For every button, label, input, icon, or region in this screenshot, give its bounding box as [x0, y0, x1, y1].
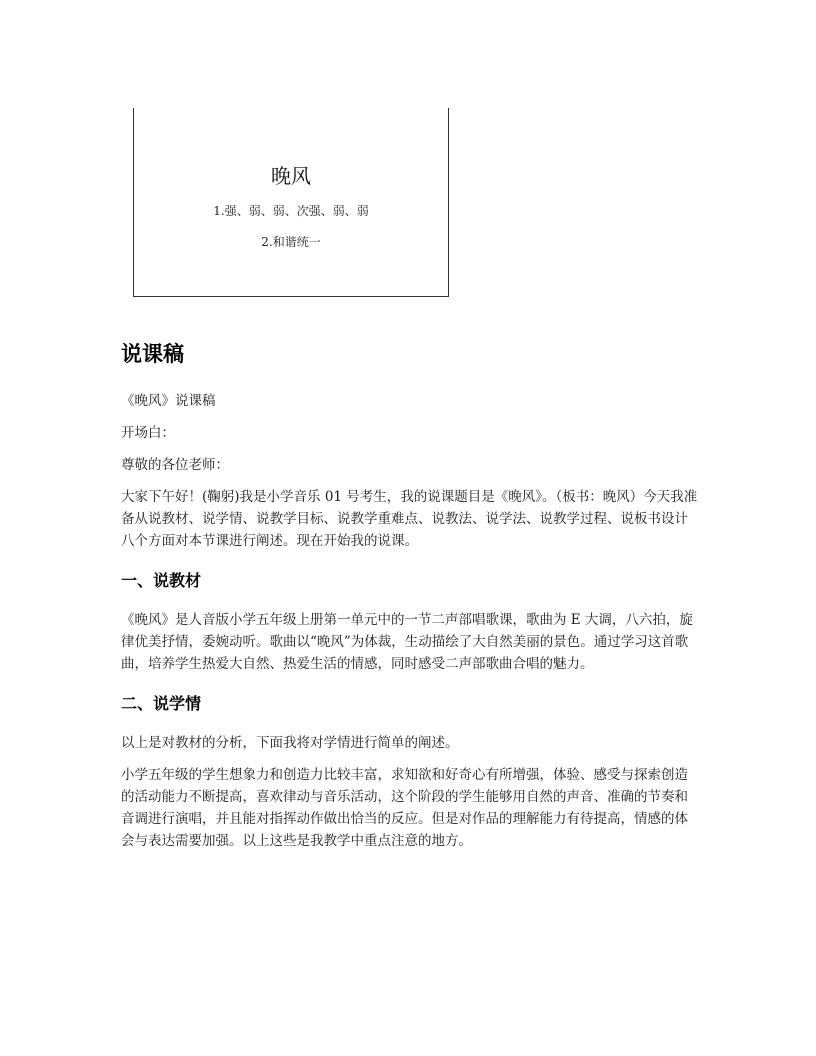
section-2-title: 二、说学情 — [121, 694, 202, 713]
board-line-2: 2.和谐统一 — [261, 235, 321, 249]
document-subtitle: 《晚风》说课稿 — [121, 393, 216, 409]
section-1-body: 《晚风》是人音版小学五年级上册第一单元中的一节二声部唱歌课，歌曲为 E 大调，八六拍，旋律优美抒情，委婉动听。歌曲以“晚风”为体裁，生动描绘了大自然美丽的景色。通过学习这首歌曲，培养学生热爱大自然、热爱生活的情感，同时感受二声部歌曲合唱的魅力。 — [121, 612, 693, 672]
intro-paragraph: 大家下午好！(鞠躬)我是小学音乐 01 号考生，我的说课题目是《晚风》。（板书：晚风）今天我准备从说教材、说学情、说教学目标、说教学重难点、说教法、说学法、说教学过程、说板书设计八个方面对本节课进行阐述。现在开始我的说课。 — [121, 489, 698, 549]
section-1-title: 一、说教材 — [121, 571, 202, 590]
board-line-1: 1.强、弱、弱、次强、弱、弱 — [213, 204, 369, 218]
document-heading: 说课稿 — [121, 342, 184, 366]
greeting: 尊敬的各位老师： — [121, 457, 229, 473]
section-2-body: 小学五年级的学生想象力和创造力比较丰富，求知欲和好奇心有所增强，体验、感受与探索创造的活动能力不断提高，喜欢律动与音乐活动，这个阶段的学生能够用自然的声音、准确的节奏和音调进行演唱，并且能对指挥动作做出恰当的反应。但是对作品的理解能力有待提高，情感的体会与表达需要加强。以上这些是我教学中重点注意的地方。 — [121, 767, 688, 849]
section-2-intro: 以上是对教材的分析，下面我将对学情进行简单的阐述。 — [121, 735, 459, 751]
board-title: 晚风 — [271, 164, 311, 188]
blackboard-design-frame — [133, 108, 449, 297]
document-body — [121, 338, 701, 862]
opening-label: 开场白： — [121, 425, 175, 441]
